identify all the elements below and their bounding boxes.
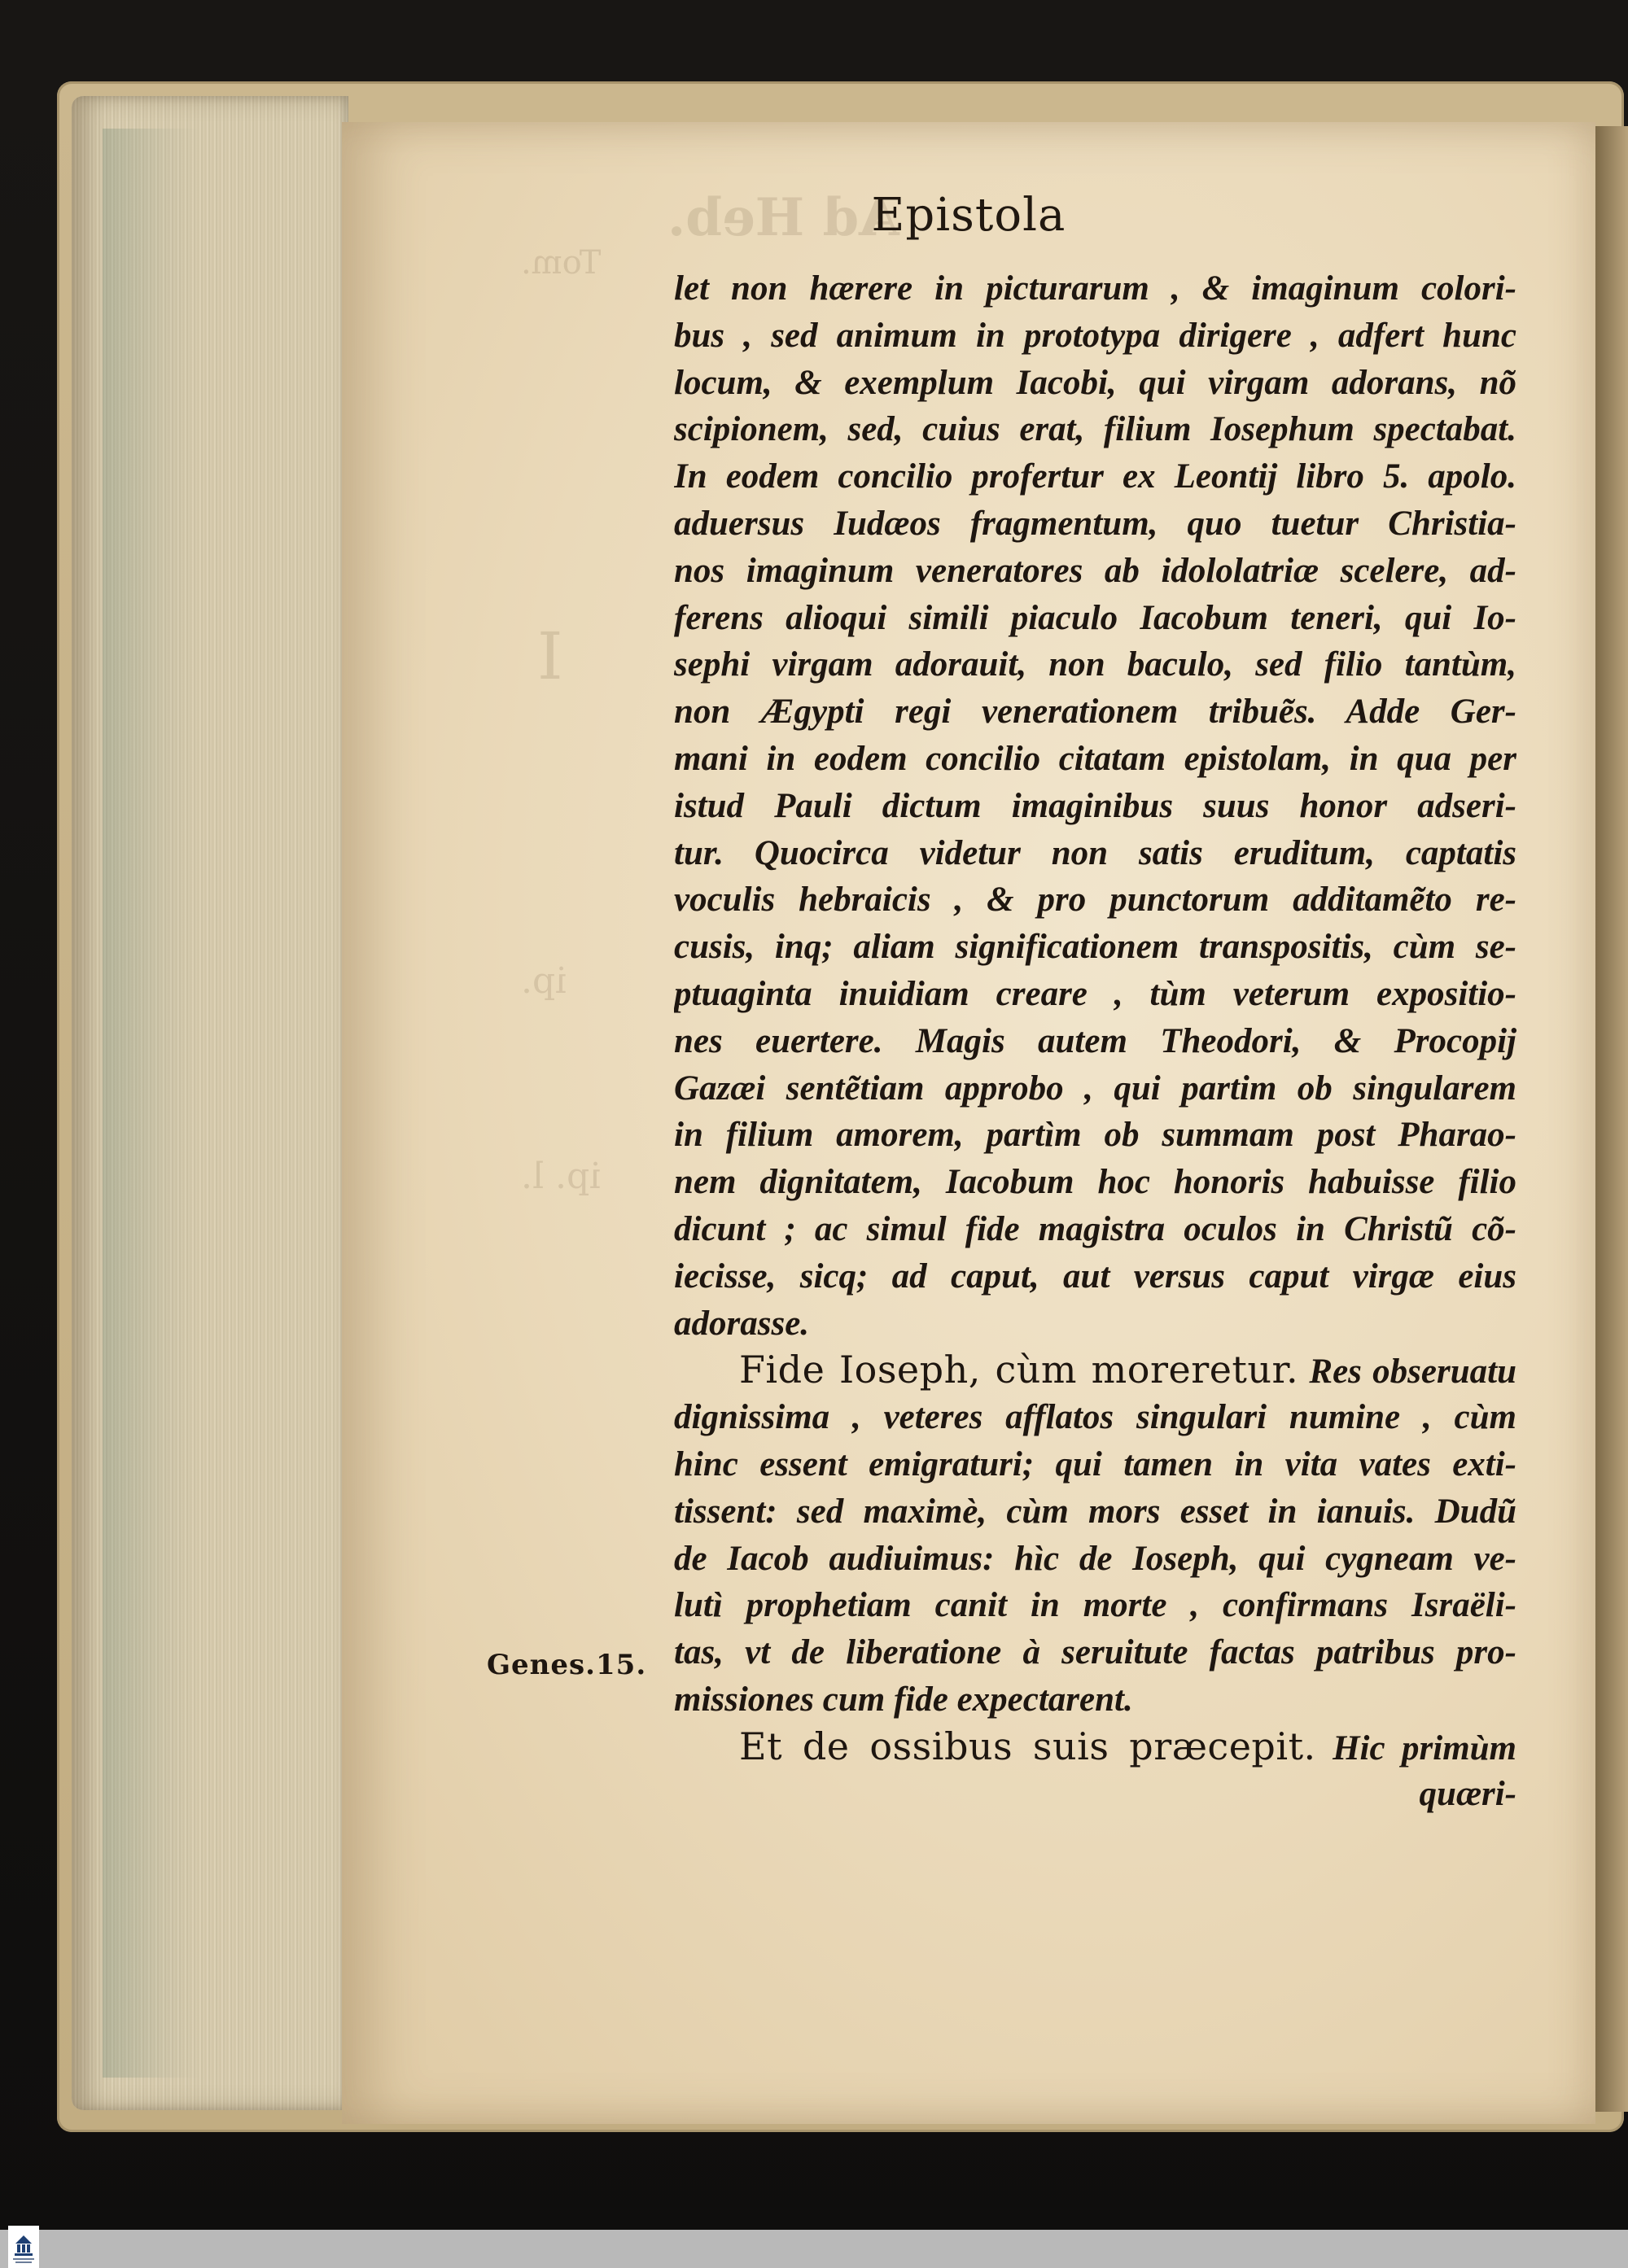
gloss: Hic primùm xyxy=(1333,1728,1516,1768)
paragraph-2-lead xyxy=(674,1347,1516,1394)
text-block xyxy=(674,265,1516,1817)
text-line: tur. Quocirca videtur non satis eruditum, captatis xyxy=(674,833,1516,872)
text-line: tissent: sed maximè, cùm mors esset in ianuis. Dudũ xyxy=(674,1492,1516,1531)
text-line: bus , sed animum in prototypa dirigere , adfert hunc xyxy=(674,316,1516,355)
paragraph-3-lead xyxy=(674,1724,1516,1771)
running-head: Epistola xyxy=(871,189,1066,242)
text-line: adorasse. xyxy=(674,1304,810,1343)
text-line: missiones cum fide expectarent. xyxy=(674,1680,1133,1719)
text-line: hinc essent emigraturi; qui tamen in vita vates exti- xyxy=(674,1444,1516,1484)
text-line: nem dignitatem, Iacobum hoc honoris habuisse filio xyxy=(674,1163,1516,1202)
text-line: voculis hebraicis , & pro punctorum additamẽto re- xyxy=(674,881,1516,920)
text-line: aduersus Iudæos fragmentum, quo tuetur Christia- xyxy=(674,504,1516,543)
text-line: ptuaginta inuidiam creare , tùm veterum expositio- xyxy=(674,974,1516,1013)
text-line: lutì prophetiam canit in morte , confirmans Israëli- xyxy=(674,1586,1516,1625)
text-line: in filium amorem, partìm ob summam post Pharao- xyxy=(674,1116,1516,1155)
catchword: quæri- xyxy=(1419,1774,1516,1813)
text-line: scipionem, sed, cuius erat, filium Iosephum spectabat. xyxy=(674,410,1516,449)
text-line: tas, vt de liberatione à seruitute factas patribus pro- xyxy=(674,1633,1516,1672)
library-logo-icon xyxy=(8,2226,39,2268)
text-line: mani in eodem concilio citatam epistolam, in qua per xyxy=(674,739,1516,778)
text-line: dignissima , veteres afflatos singulari numine , cùm xyxy=(674,1398,1516,1437)
gloss: Res obseruatu xyxy=(1309,1352,1516,1392)
margin-note: Genes.15. xyxy=(487,1649,647,1681)
text-line: Gazæi sentẽtiam approbo , qui partim ob singularem xyxy=(674,1068,1516,1108)
text-line: dicunt ; ac simul fide magistra oculos in Christũ cõ- xyxy=(674,1209,1516,1248)
viewer-footer-bar xyxy=(0,2230,1628,2268)
text-line: cusis, inq; aliam significationem transpositis, cùm se- xyxy=(674,928,1516,967)
lemma: Fide Ioseph, cùm moreretur. xyxy=(739,1348,1299,1392)
page-edge-stack xyxy=(72,96,348,2110)
text-line: nes euertere. Magis autem Theodori, & Procopij xyxy=(674,1021,1516,1060)
text-line: nos imaginum veneratores ab idololatriæ scelere, ad- xyxy=(674,551,1516,590)
text-line: let non hærere in picturarum , & imaginum colori- xyxy=(674,269,1516,308)
text-line: ferens alioqui simili piaculo Iacobum teneri, qui Io- xyxy=(674,598,1516,637)
text-line: istud Pauli dictum imaginibus suus honor adseri- xyxy=(674,786,1516,825)
lemma: Et de ossibus suis præcepit. xyxy=(739,1724,1316,1768)
text-line: iecisse, sicq; ad caput, aut versus caput virgæ eius xyxy=(674,1256,1516,1296)
text-line: locum, & exemplum Iacobi, qui virgam adorans, nõ xyxy=(674,363,1516,402)
text-line: de Iacob audiuimus: hìc de Ioseph, qui cygneam ve- xyxy=(674,1539,1516,1578)
facing-page-edge xyxy=(1595,126,1628,2112)
text-line: non Ægypti regi venerationem tribuẽs. Adde Ger- xyxy=(674,693,1516,732)
text-line: sephi virgam adorauit, non baculo, sed filio tantùm, xyxy=(674,645,1516,684)
text-line: In eodem concilio profertur ex Leontij libro 5. apolo. xyxy=(674,457,1516,496)
